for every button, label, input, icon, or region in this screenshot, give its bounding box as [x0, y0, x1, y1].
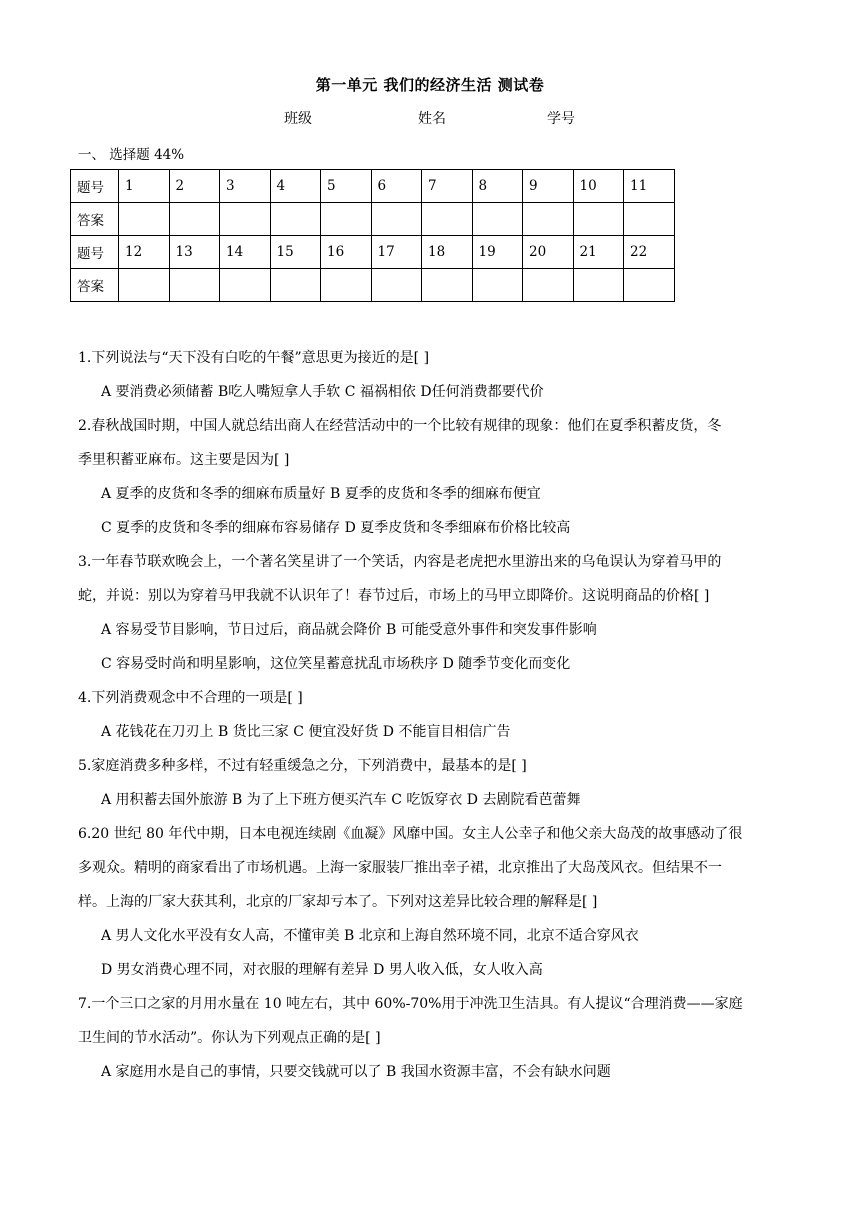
answer-cell: [371, 269, 422, 302]
name-label: 姓名: [418, 111, 446, 127]
question-text: 2.春秋战国时期，中国人就总结出商人在经营活动中的一个比较有规律的现象：他们在夏季积蓄皮货，冬: [78, 418, 722, 434]
answer-cell: [573, 203, 624, 236]
answer-options: D 男女消费心理不同，对衣服的理解有差异 D 男人收入低，女人收入高: [101, 962, 543, 978]
question-number-cell: 10: [573, 170, 624, 203]
answer-cell: [270, 203, 321, 236]
question-number-row: [71, 170, 675, 203]
question-number-cell: 17: [371, 236, 422, 269]
question-number-cell: 6: [371, 170, 422, 203]
answer-row: [71, 203, 675, 236]
answer-cell: [321, 269, 372, 302]
question-number-cell: 14: [220, 236, 271, 269]
answer-options: C 夏季的皮货和冬季的细麻布容易储存 D 夏季皮货和冬季细麻布价格比较高: [101, 520, 571, 536]
answer-options: A 用积蓄去国外旅游 B 为了上下班方便买汽车 C 吃饭穿衣 D 去剧院看芭蕾舞: [101, 792, 581, 808]
answer-cell: [270, 269, 321, 302]
question-number-cell: 5: [321, 170, 372, 203]
answer-cell: [169, 269, 220, 302]
question-text: 卫生间的节水活动”。你认为下列观点正确的是[ ]: [78, 1030, 381, 1046]
answer-cell: [220, 203, 271, 236]
answer-cell: [422, 203, 473, 236]
class-label: 班级: [284, 111, 312, 127]
student-id-label: 学号: [547, 111, 575, 127]
question-number-row: [71, 236, 675, 269]
question-number-cell: 12: [119, 236, 170, 269]
answer-cell: [624, 203, 675, 236]
section-heading-multiple-choice: 一、 选择题 44%: [78, 147, 185, 163]
question-number-cell: 4: [270, 170, 321, 203]
answer-cell: [119, 269, 170, 302]
answer-cell: [119, 203, 170, 236]
question-number-cell: 3: [220, 170, 271, 203]
question-number-cell: 15: [270, 236, 321, 269]
row-label-question-number: 题号: [71, 170, 119, 203]
answer-cell: [624, 269, 675, 302]
question-number-cell: 1: [119, 170, 170, 203]
question-number-cell: 13: [169, 236, 220, 269]
page-title: 第一单元 我们的经济生活 测试卷: [315, 76, 545, 94]
answer-options: A 花钱花在刀刃上 B 货比三家 C 便宜没好货 D 不能盲目相信广告: [101, 724, 511, 740]
answer-grid: [70, 169, 675, 302]
question-text: 5.家庭消费多种多样，不过有轻重缓急之分，下列消费中，最基本的是[ ]: [78, 758, 527, 774]
question-text: 蛇，并说：别以为穿着马甲我就不认识年了！春节过后，市场上的马甲立即降价。这说明商品的价格[ ]: [78, 588, 710, 604]
question-number-cell: 20: [523, 236, 574, 269]
question-text: 季里积蓄亚麻布。这主要是因为[ ]: [78, 452, 290, 468]
answer-cell: [371, 203, 422, 236]
answer-cell: [472, 269, 523, 302]
row-label-answer: 答案: [71, 203, 119, 236]
answer-options: C 容易受时尚和明星影响，这位笑星蓄意扰乱市场秩序 D 随季节变化而变化: [101, 656, 571, 672]
question-text: 4.下列消费观念中不合理的一项是[ ]: [78, 690, 303, 706]
question-number-cell: 11: [624, 170, 675, 203]
answer-cell: [169, 203, 220, 236]
question-text: 样。上海的厂家大获其利，北京的厂家却亏本了。下列对这差异比较合理的解释是[ ]: [78, 894, 598, 910]
answer-options: A 容易受节目影响，节日过后，商品就会降价 B 可能受意外事件和突发事件影响: [101, 622, 597, 638]
question-text: 6.20 世纪 80 年代中期，日本电视连续剧《血凝》风靡中国。女主人公幸子和他父亲大岛茂的故事感动了很: [78, 826, 743, 842]
answer-cell: [573, 269, 624, 302]
answer-cell: [472, 203, 523, 236]
answer-options: A 夏季的皮货和冬季的细麻布质量好 B 夏季的皮货和冬季的细麻布便宜: [101, 486, 541, 502]
question-number-cell: 8: [472, 170, 523, 203]
row-label-answer: 答案: [71, 269, 119, 302]
answer-options: A 男人文化水平没有女人高，不懂审美 B 北京和上海自然环境不同，北京不适合穿风衣: [101, 928, 639, 944]
question-text: 3.一年春节联欢晚会上，一个著名笑星讲了一个笑话，内容是老虎把水里游出来的乌龟误认为穿着马甲的: [78, 554, 722, 570]
question-text: 1.下列说法与“天下没有白吃的午餐”意思更为接近的是[ ]: [78, 350, 430, 366]
question-number-cell: 16: [321, 236, 372, 269]
question-number-cell: 9: [523, 170, 574, 203]
question-text: 7.一个三口之家的月用水量在 10 吨左右，其中 60%-70%用于冲洗卫生洁具。有人提议“合理消费——家庭: [78, 996, 743, 1012]
answer-options: A 要消费必须储蓄 B吃人嘴短拿人手软 C 福祸相依 D任何消费都要代价: [101, 384, 544, 400]
answer-cell: [523, 269, 574, 302]
answer-cell: [422, 269, 473, 302]
answer-row: [71, 269, 675, 302]
answer-cell: [220, 269, 271, 302]
question-number-cell: 21: [573, 236, 624, 269]
row-label-question-number: 题号: [71, 236, 119, 269]
question-number-cell: 18: [422, 236, 473, 269]
answer-cell: [321, 203, 372, 236]
question-number-cell: 2: [169, 170, 220, 203]
question-text: 多观众。精明的商家看出了市场机遇。上海一家服装厂推出幸子裙，北京推出了大岛茂风衣。但结果不一: [78, 860, 722, 876]
question-number-cell: 22: [624, 236, 675, 269]
question-number-cell: 19: [472, 236, 523, 269]
answer-cell: [523, 203, 574, 236]
question-number-cell: 7: [422, 170, 473, 203]
answer-options: A 家庭用水是自己的事情，只要交钱就可以了 B 我国水资源丰富，不会有缺水问题: [101, 1064, 611, 1080]
